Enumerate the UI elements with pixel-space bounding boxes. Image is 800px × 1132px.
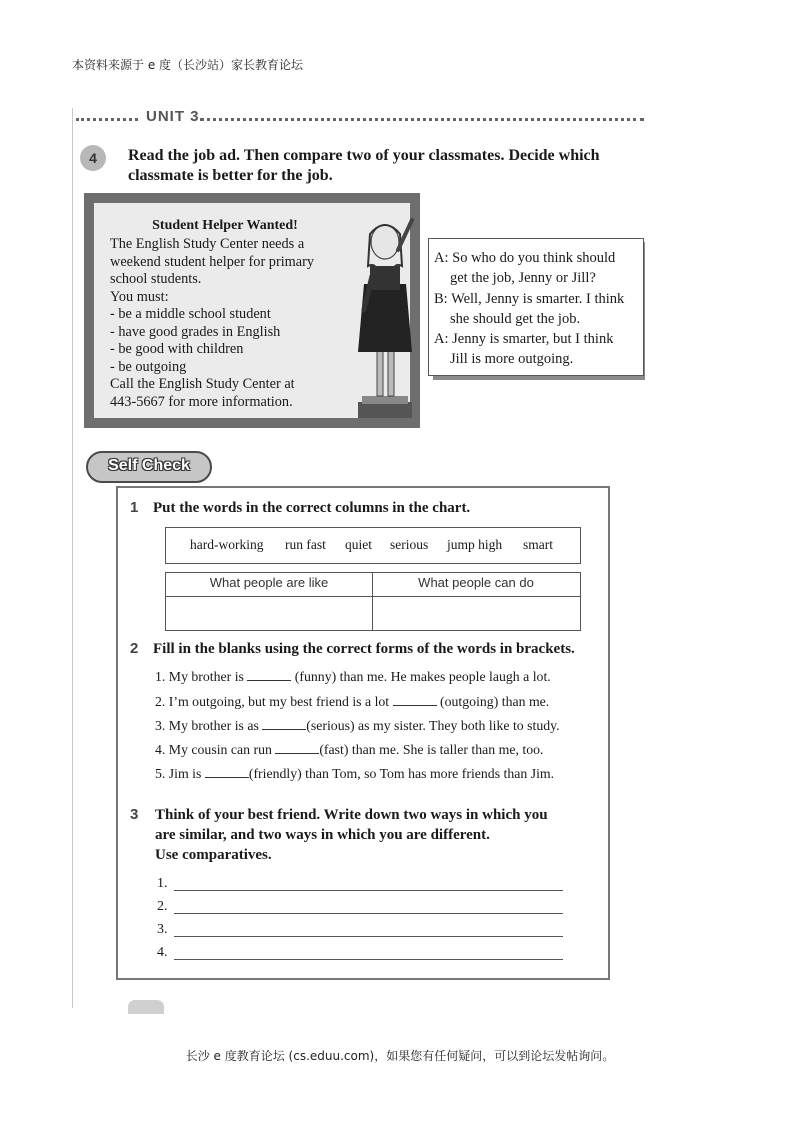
- answer-blank[interactable]: [393, 693, 437, 706]
- write-line-number: 3.: [157, 922, 168, 937]
- question-instruction: Fill in the blanks using the correct forms of the words in brackets.: [153, 641, 575, 657]
- fill-sentence: [155, 693, 549, 710]
- activity-number-badge: 4: [80, 145, 106, 171]
- question-number: 3: [130, 806, 139, 823]
- job-ad-title: Student Helper Wanted!: [152, 218, 298, 233]
- fill-sentence: [155, 668, 551, 685]
- write-line[interactable]: [174, 959, 563, 960]
- question-instruction: Put the words in the correct columns in the chart.: [153, 500, 471, 516]
- answer-blank[interactable]: [275, 741, 319, 754]
- girl-illustration: [350, 206, 420, 420]
- question-number: 1: [130, 499, 139, 516]
- instruction-line: are similar, and two ways in which you are different.: [155, 827, 490, 843]
- header-note: 本资料来源于 e 度（长沙站）家长教育论坛: [72, 58, 304, 72]
- answer-blank[interactable]: [247, 668, 291, 681]
- chart-column-header: What people can do: [418, 575, 534, 590]
- instruction-line: Think of your best friend. Write down two ways in which you: [155, 807, 548, 823]
- write-line-number: 1.: [157, 876, 168, 891]
- job-ad-line: - be a middle school student: [110, 306, 271, 322]
- sentence-end: (funny) than me. He makes people laugh a lot.: [291, 669, 551, 684]
- write-line-number: 2.: [157, 899, 168, 914]
- sentence-end: (fast) than me. She is taller than me, too.: [319, 742, 544, 757]
- job-ad-line: 443-5667 for more information.: [110, 393, 293, 410]
- question-number: 2: [130, 640, 139, 657]
- instruction-line: Use comparatives.: [155, 847, 272, 863]
- job-ad-line: The English Study Center needs a: [110, 236, 305, 252]
- fill-sentence: [155, 717, 560, 734]
- job-ad-line: - be good with children: [110, 341, 244, 357]
- chart-answer-cell-like[interactable]: [167, 598, 371, 629]
- activity-instruction: Read the job ad. Then compare two of your classmates. Decide which classmate is better for the job.: [128, 147, 600, 184]
- job-ad-line: school students.: [110, 271, 202, 287]
- sentence-start: 5. Jim is: [155, 766, 205, 781]
- sentence-start: 2. I’m outgoing, but my best friend is a lot: [155, 694, 393, 709]
- word-bank-item: run fast: [285, 537, 326, 552]
- unit-dots-right: [200, 118, 644, 121]
- dialogue-line: A: So who do you think should: [434, 250, 616, 266]
- job-ad-line: Call the English Study Center at: [110, 376, 295, 392]
- dialogue-line: she should get the job.: [450, 310, 581, 327]
- job-ad-body: [110, 236, 350, 411]
- answer-blank[interactable]: [262, 717, 306, 730]
- unit-label: UNIT 3: [146, 108, 200, 125]
- write-line[interactable]: [174, 913, 563, 914]
- chart-header-divider: [166, 596, 580, 597]
- job-ad-line: - have good grades in English: [110, 323, 281, 340]
- job-ad-line: You must:: [110, 288, 169, 305]
- footer-note: 长沙 e 度教育论坛 (cs.eduu.com)，如果您有任何疑问，可以到论坛发帖询问。: [185, 1049, 615, 1063]
- page-number-tab: [128, 1000, 164, 1014]
- word-bank-item: serious: [390, 537, 429, 552]
- sentence-end: (serious) as my sister. They both like to study.: [306, 718, 560, 733]
- fill-sentence: [155, 765, 554, 782]
- word-bank-item: quiet: [345, 537, 372, 552]
- fill-sentence: [155, 741, 543, 758]
- write-line[interactable]: [174, 936, 563, 937]
- job-ad-line: weekend student helper for primary: [110, 253, 315, 270]
- answer-blank[interactable]: [205, 765, 249, 778]
- sentence-start: 3. My brother is as: [155, 718, 263, 733]
- unit-dots-left: [76, 118, 138, 121]
- question-instruction: [155, 805, 605, 865]
- self-check-label: Self Check: [108, 457, 190, 474]
- write-line-number: 4.: [157, 945, 168, 960]
- dialogue-line: B: Well, Jenny is smarter. I think: [434, 290, 625, 307]
- dialogue-line: A: Jenny is smarter, but I think: [434, 331, 614, 348]
- word-bank-item: smart: [523, 537, 553, 552]
- job-ad-line: - be outgoing: [110, 358, 187, 375]
- word-bank-item: hard-working: [190, 537, 264, 552]
- dialogue-text: [434, 248, 644, 370]
- chart-answer-cell-can-do[interactable]: [374, 598, 579, 629]
- page-left-rule: [72, 108, 73, 1008]
- dialogue-line: get the job, Jenny or Jill?: [450, 270, 596, 287]
- sentence-start: 4. My cousin can run: [155, 742, 276, 757]
- sentence-end: (outgoing) than me.: [436, 694, 550, 709]
- write-line[interactable]: [174, 890, 563, 891]
- chart-column-header: What people are like: [209, 575, 329, 590]
- sentence-start: 1. My brother is: [155, 669, 248, 684]
- sentence-end: (friendly) than Tom, so Tom has more friends than Jim.: [248, 766, 555, 781]
- word-bank-item: jump high: [447, 537, 503, 552]
- dialogue-line: Jill is more outgoing.: [450, 351, 574, 368]
